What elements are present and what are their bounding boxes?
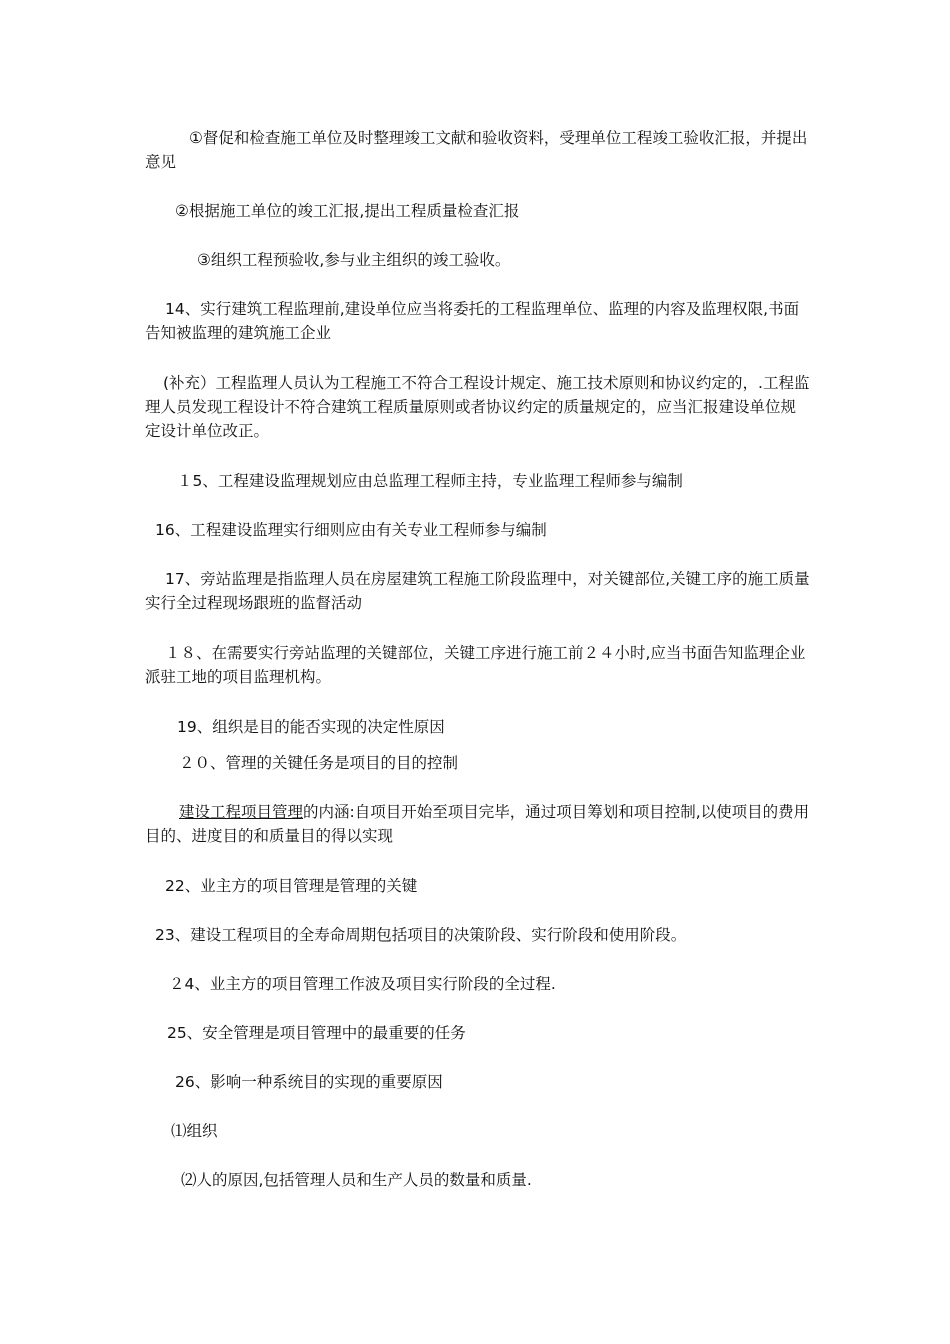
paragraph: 17、旁站监理是指监理人员在房屋建筑工程施工阶段监理中，对关键部位,关键工序的施工质量实行全过程现场跟班的监督活动 xyxy=(145,570,810,612)
paragraph: 16、工程建设监理实行细则应由有关专业工程师参与编制 xyxy=(155,521,547,539)
paragraph-text: 的内涵:自项目开始至项目完毕，通过项目筹划和项目控制,以使项目的费用目的、进度目的和质量目的得以实现 xyxy=(145,803,810,845)
paragraph: １5、工程建设监理规划应由总监理工程师主持，专业监理工程师参与编制 xyxy=(177,472,683,490)
paragraph: ②根据施工单位的竣工汇报,提出工程质量检查汇报 xyxy=(175,202,520,220)
paragraph: 26、影响一种系统目的实现的重要原因 xyxy=(175,1073,443,1091)
paragraph: 23、建设工程项目的全寿命周期包括项目的决策阶段、实行阶段和使用阶段。 xyxy=(155,926,687,944)
paragraph: 14、实行建筑工程监理前,建设单位应当将委托的工程监理单位、监理的内容及监理权限,书面告知被监理的建筑施工企业 xyxy=(145,300,800,342)
paragraph: 25、安全管理是项目管理中的最重要的任务 xyxy=(167,1024,466,1042)
paragraph: (补充）工程监理人员认为工程施工不符合工程设计规定、施工技术原则和协议约定的，.工程监理人员发现工程设计不符合建筑工程质量原则或者协议约定的质量规定的，应当汇报建设单位规定设计单位改正。 xyxy=(145,374,810,440)
paragraph: １８、在需要实行旁站监理的关键部位，关键工序进行施工前２４小时,应当书面告知监理企业派驻工地的项目监理机构。 xyxy=(145,644,806,686)
paragraph: ③组织工程预验收,参与业主组织的竣工验收。 xyxy=(197,251,511,269)
paragraph: ⑵人的原因,包括管理人员和生产人员的数量和质量. xyxy=(181,1171,532,1189)
underlined-term: 建设工程项目管理 xyxy=(179,803,304,821)
paragraph: ２4、业主方的项目管理工作波及项目实行阶段的全过程. xyxy=(169,975,556,993)
paragraph: 22、业主方的项目管理是管理的关键 xyxy=(165,877,418,895)
paragraph xyxy=(145,800,810,848)
paragraph: 19、组织是目的能否实现的决定性原因 xyxy=(177,718,445,736)
paragraph: ２０、管理的关键任务是项目的目的控制 xyxy=(179,754,459,772)
paragraph: ⑴组织 xyxy=(171,1122,218,1140)
paragraph: ①督促和检查施工单位及时整理竣工文献和验收资料，受理单位工程竣工验收汇报，并提出意见 xyxy=(145,129,808,171)
